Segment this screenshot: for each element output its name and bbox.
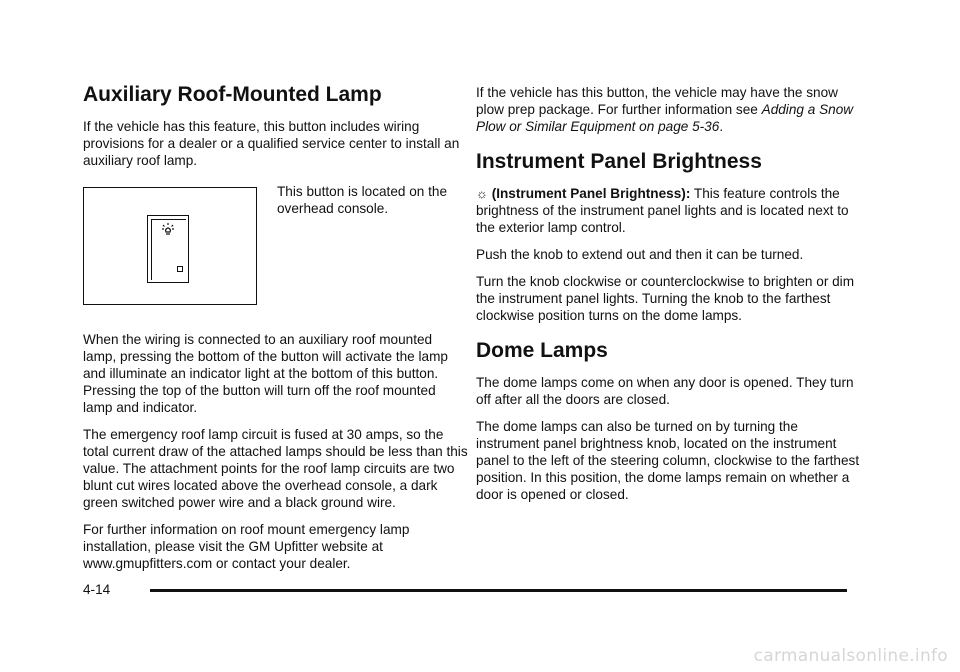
footer-rule — [150, 589, 847, 592]
ipb-push-paragraph: Push the knob to extend out and then it can be turned. — [476, 247, 804, 262]
right-column — [476, 84, 861, 513]
roof-lamp-switch-drawing — [147, 215, 189, 283]
page-number: 4-14 — [83, 582, 111, 597]
dome-paragraph-1: The dome lamps come on when any door is opened. They turn off after all the doors are closed. — [476, 375, 854, 407]
indicator-light — [177, 266, 183, 272]
paragraph-wiring: When the wiring is connected to an auxiliary roof mounted lamp, pressing the bottom of the button will activate the lamp and illuminate an indicator light at the bottom of this button. Pressing the top of the button will turn off the roof mounted lamp and indicator. — [83, 332, 448, 415]
section-heading-instrument-panel-brightness: Instrument Panel Brightness — [476, 150, 762, 173]
button-illustration — [83, 187, 257, 305]
snow-plow-paragraph: If the vehicle has this button, the vehicle may have the snow plow prep package. For further information see Adding a Snow Plow or Similar Equipment on page 5-36. — [476, 85, 854, 134]
dome-paragraph-2: The dome lamps can also be turned on by turning the instrument panel brightness knob, located on the instrument panel to the left of the steering column, clockwise to the farthest position. In this position, the dome lamps remain on whether a door is opened or closed. — [476, 419, 860, 502]
lamp-icon-svg — [161, 222, 175, 236]
figure-row — [83, 183, 468, 301]
ipb-label: (Instrument Panel Brightness): — [491, 186, 691, 201]
figure-caption: This button is located on the overhead console. — [277, 184, 448, 216]
ipb-paragraph: ☼ (Instrument Panel Brightness): This feature controls the brightness of the instrument panel lights and is located next to the exterior lamp control. — [476, 186, 849, 235]
section-heading-auxiliary-roof-lamp: Auxiliary Roof-Mounted Lamp — [83, 83, 382, 106]
left-column — [83, 82, 468, 582]
paragraph-fuse: The emergency roof lamp circuit is fused at 30 amps, so the total current draw of the attached lamps should be less than this value. The attachment points for the roof lamp circuits are two blunt cut wires located above the overhead console, a dark green switched power wire and a black ground wire. — [83, 427, 468, 510]
lamp-icon — [161, 222, 175, 238]
ipb-turn-paragraph: Turn the knob clockwise or counterclockwise to brighten or dim the instrument panel lights. Turning the knob to the farthest clockwise position turns on the dome lamps. — [476, 274, 855, 323]
snow-plow-reference-link[interactable]: Adding a Snow Plow or Similar Equipment on page 5-36 — [476, 102, 854, 134]
section-heading-dome-lamps: Dome Lamps — [476, 339, 608, 362]
watermark: carmanualsonline.info — [753, 646, 948, 666]
intro-paragraph: If the vehicle has this feature, this button includes wiring provisions for a dealer or a qualified service center to install an auxiliary roof lamp. — [83, 119, 460, 168]
brightness-icon: ☼ — [476, 186, 488, 201]
paragraph-upfitter: For further information on roof mount emergency lamp installation, please visit the GM Upfitter website at www.gmupfitters.com or contact your dealer. — [83, 522, 410, 571]
